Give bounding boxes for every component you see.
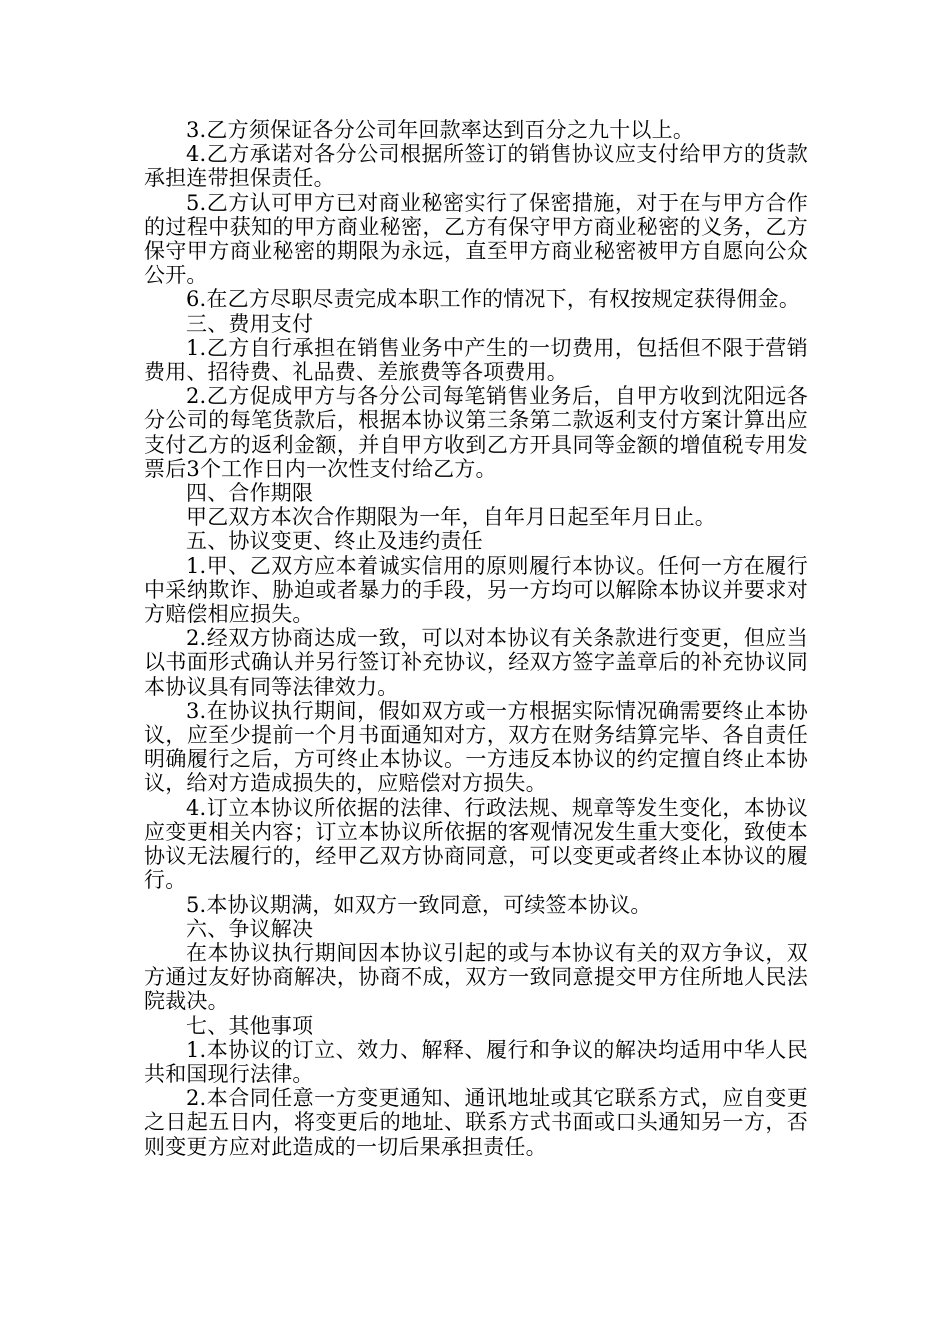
clause-4-term: 甲乙双方本次合作期限为一年，自年月日起至年月日止。 bbox=[186, 505, 716, 530]
clause-5-3: 3.在协议执行期间，假如双方或一方根据实际情况确需要终止本协议，应至少提前一个月书面通知对方，双方在财务结算完毕、各自责任明确履行之后，方可终止本协议。一方违反本协议的约定擅自终止本协议，给对方造成损失的，应赔偿对方损失。 bbox=[144, 698, 808, 796]
section-heading-changes: 五、协议变更、终止及违约责任 bbox=[186, 529, 483, 554]
section-heading-term: 四、合作期限 bbox=[186, 481, 314, 506]
clause-5-2: 2.经双方协商达成一致，可以对本协议有关条款进行变更，但应当以书面形式确认并另行签订补充协议，经双方签字盖章后的补充协议同本协议具有同等法律效力。 bbox=[144, 626, 808, 699]
clause-2-3: 3.乙方须保证各分公司年回款率达到百分之九十以上。 bbox=[186, 118, 695, 142]
clause-3-1: 1.乙方自行承担在销售业务中产生的一切费用，包括但不限于营销费用、招待费、礼品费、差旅费等各项费用。 bbox=[144, 335, 808, 385]
clause-2-4: 4.乙方承诺对各分公司根据所签订的销售协议应支付给甲方的货款承担连带担保责任。 bbox=[144, 142, 808, 191]
section-heading-disputes: 六、争议解决 bbox=[186, 916, 314, 941]
clause-7-1: 1.本协议的订立、效力、解释、履行和争议的解决均适用中华人民共和国现行法律。 bbox=[144, 1037, 808, 1086]
clause-2-6: 6.在乙方尽职尽责完成本职工作的情况下，有权按规定获得佣金。 bbox=[186, 287, 801, 312]
clause-5-1: 1.甲、乙双方应本着诚实信用的原则履行本协议。任何一方在履行中采纳欺诈、胁迫或者暴力的手段，另一方均可以解除本协议并要求对方赔偿相应损失。 bbox=[144, 553, 808, 627]
clause-5-5: 5.本协议期满，如双方一致同意，可续签本协议。 bbox=[186, 892, 652, 917]
clause-3-2: 2.乙方促成甲方与各分公司每笔销售业务后，自甲方收到沈阳远各分公司的每笔货款后，根据本协议第三条第二款返利支付方案计算出应支付乙方的返利金额，并自甲方收到乙方开具同等金额的增值税专用发票后3个工作日内一次性支付给乙方。 bbox=[144, 384, 808, 481]
clause-7-2: 2.本合同任意一方变更通知、通讯地址或其它联系方式，应自变更之日起五日内，将变更后的地址、联系方式书面或口头通知另一方，否则变更方应对此造成的一切后果承担责任。 bbox=[144, 1086, 808, 1159]
clause-2-5: 5.乙方认可甲方已对商业秘密实行了保密措施，对于在与甲方合作的过程中获知的甲方商业秘密，乙方有保守甲方商业秘密的义务，乙方保守甲方商业秘密的期限为永远，直至甲方商业秘密被甲方自愿向公众公开。 bbox=[144, 190, 808, 288]
section-heading-fees: 三、费用支付 bbox=[186, 311, 314, 336]
clause-5-4: 4.订立本协议所依据的法律、行政法规、规章等发生变化，本协议应变更相关内容；订立本协议所依据的客观情况发生重大变化，致使本协议无法履行的，经甲乙双方协商同意，可以变更或者终止本协议的履行。 bbox=[144, 795, 808, 893]
section-heading-other: 七、其他事项 bbox=[186, 1013, 314, 1038]
clause-6-disputes: 在本协议执行期间因本协议引起的或与本协议有关的双方争议，双方通过友好协商解决，协商不成，双方一致同意提交甲方住所地人民法院裁决。 bbox=[144, 940, 808, 1014]
document-body bbox=[144, 118, 808, 1159]
